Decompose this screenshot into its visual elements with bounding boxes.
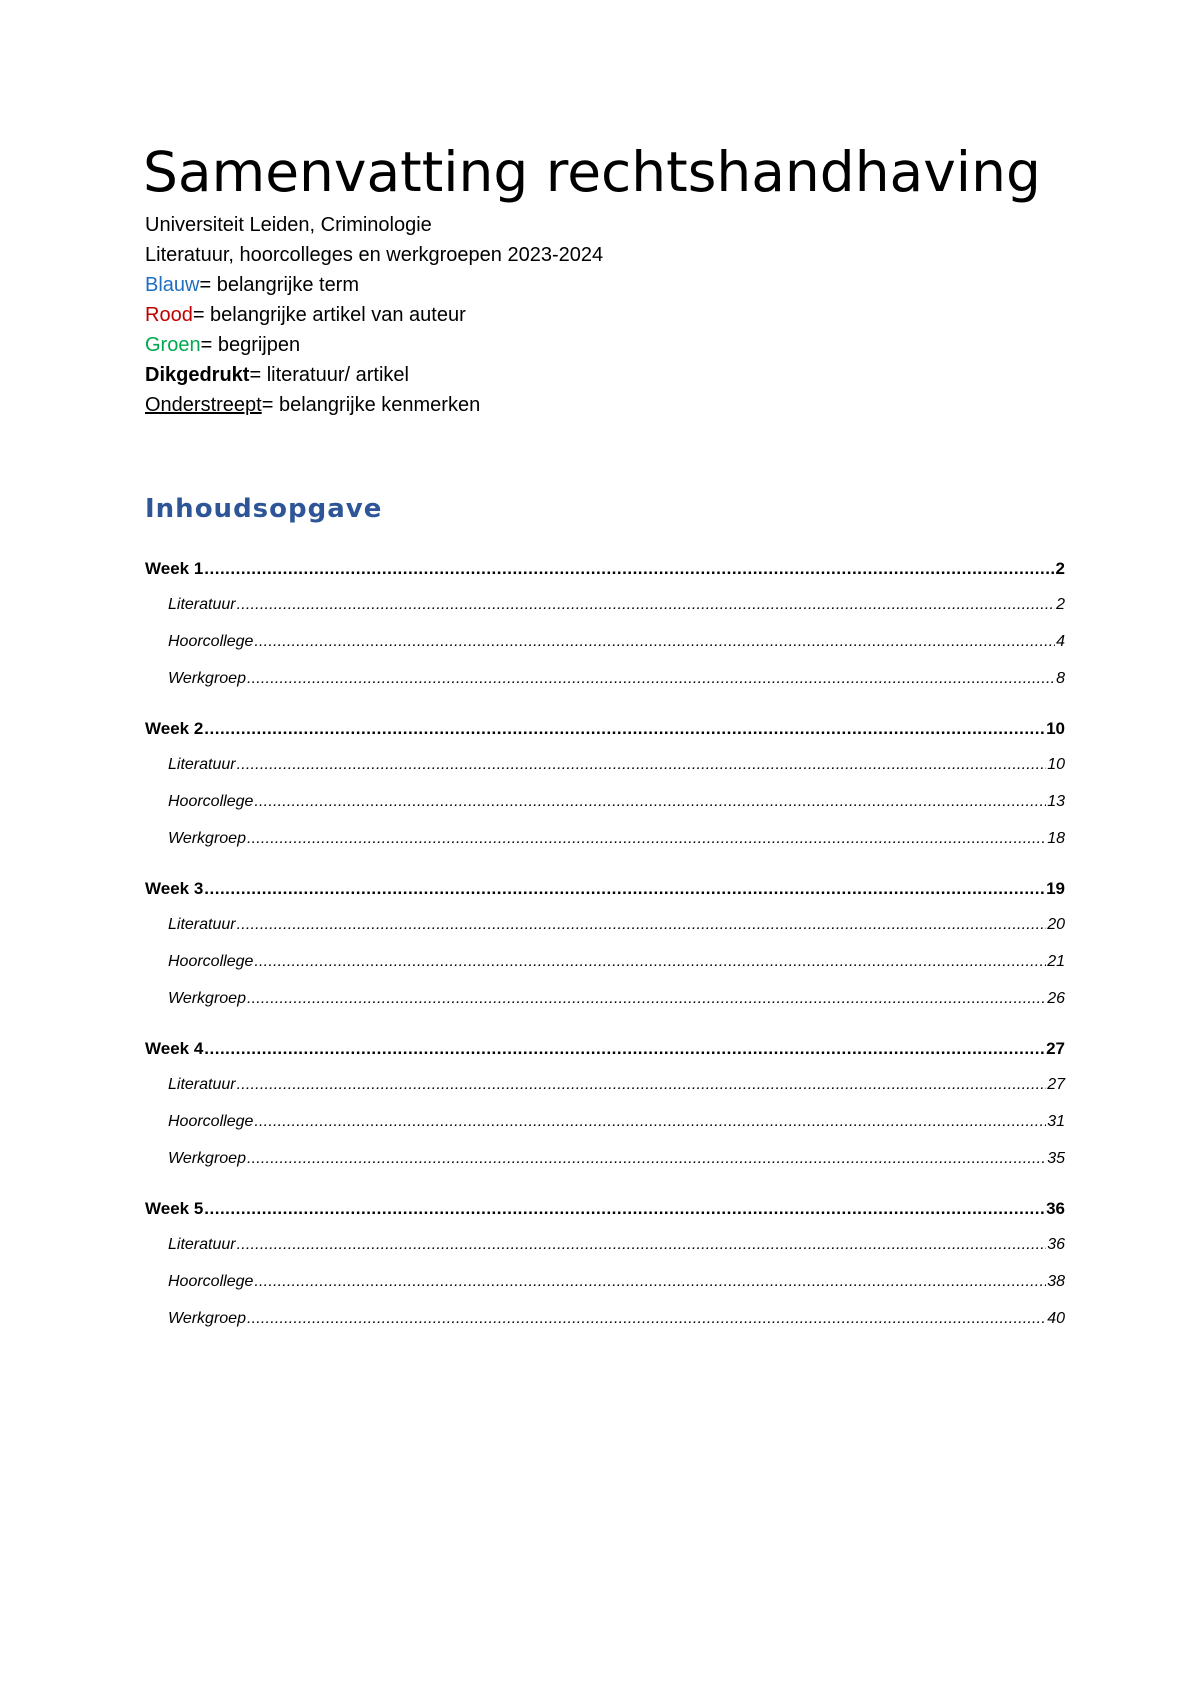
toc-dot-leader bbox=[247, 1310, 1046, 1328]
toc-page-number: 36 bbox=[1047, 1236, 1065, 1253]
legend-key-blue: Blauw bbox=[145, 274, 200, 296]
legend-line-bold bbox=[145, 360, 603, 390]
legend-desc-red: = belangrijke artikel van auteur bbox=[192, 304, 466, 326]
toc-page-number: 27 bbox=[1046, 1039, 1065, 1058]
toc-dot-leader bbox=[254, 1113, 1046, 1131]
toc-entry-label: Literatuur bbox=[168, 1236, 236, 1253]
toc-page-number: 19 bbox=[1046, 879, 1065, 898]
toc-entry-label: Hoorcollege bbox=[168, 1113, 254, 1130]
toc-entry-subsection[interactable] bbox=[168, 793, 1065, 819]
toc-entry-subsection[interactable] bbox=[168, 1310, 1065, 1336]
toc-entry-subsection[interactable] bbox=[168, 1236, 1065, 1262]
toc-entry-label: Hoorcollege bbox=[168, 953, 254, 970]
toc-entry-label: Hoorcollege bbox=[168, 1273, 254, 1290]
intro-block bbox=[145, 210, 603, 420]
toc-entry-label: Literatuur bbox=[168, 756, 236, 773]
legend-line-green bbox=[145, 330, 603, 360]
toc-page-number: 4 bbox=[1056, 633, 1065, 650]
toc-entry-label: Hoorcollege bbox=[168, 633, 254, 650]
document-title: Samenvatting rechtshandhaving bbox=[143, 140, 1041, 204]
toc-page-number: 26 bbox=[1047, 990, 1065, 1007]
toc-entry-subsection[interactable] bbox=[168, 1113, 1065, 1139]
toc-dot-leader bbox=[204, 719, 1045, 739]
toc-dot-leader bbox=[204, 559, 1054, 579]
toc-dot-leader bbox=[254, 633, 1055, 651]
toc-entry-label: Week 3 bbox=[145, 879, 204, 898]
toc-page-number: 31 bbox=[1047, 1113, 1065, 1130]
toc-entry-subsection[interactable] bbox=[168, 670, 1065, 696]
toc-dot-leader bbox=[237, 1076, 1047, 1094]
toc-entry-subsection[interactable] bbox=[168, 830, 1065, 856]
toc-dot-leader bbox=[247, 670, 1055, 688]
toc-entry-label: Werkgroep bbox=[168, 830, 246, 847]
toc-dot-leader bbox=[237, 1236, 1047, 1254]
toc-heading: Inhoudsopgave bbox=[145, 494, 383, 524]
toc-entry-week[interactable] bbox=[145, 559, 1065, 585]
toc-dot-leader bbox=[204, 879, 1045, 899]
legend-desc-green: = begrijpen bbox=[200, 334, 301, 356]
toc-dot-leader bbox=[247, 990, 1046, 1008]
legend-line-blue bbox=[145, 270, 603, 300]
toc-dot-leader bbox=[237, 916, 1047, 934]
toc-entry-label: Werkgroep bbox=[168, 670, 246, 687]
toc-dot-leader bbox=[247, 830, 1046, 848]
toc-entry-label: Week 2 bbox=[145, 719, 204, 738]
toc-entry-subsection[interactable] bbox=[168, 1150, 1065, 1176]
toc-entry-week[interactable] bbox=[145, 879, 1065, 905]
toc-page-number: 35 bbox=[1047, 1150, 1065, 1167]
subtitle-line-scope: Literatuur, hoorcolleges en werkgroepen 2023-2024 bbox=[145, 244, 604, 266]
toc-entry-subsection[interactable] bbox=[168, 953, 1065, 979]
toc-dot-leader bbox=[204, 1039, 1045, 1059]
toc-entry-label: Literatuur bbox=[168, 1076, 236, 1093]
toc-dot-leader bbox=[204, 1199, 1045, 1219]
legend-line-red bbox=[145, 300, 603, 330]
toc-entry-label: Week 4 bbox=[145, 1039, 204, 1058]
toc-entry-subsection[interactable] bbox=[168, 1076, 1065, 1102]
legend-key-underline: Onderstreept bbox=[145, 394, 262, 416]
toc-dot-leader bbox=[254, 953, 1046, 971]
subtitle-line-institution: Universiteit Leiden, Criminologie bbox=[145, 214, 432, 236]
toc-entry-week[interactable] bbox=[145, 1199, 1065, 1225]
toc-page-number: 2 bbox=[1056, 596, 1065, 613]
legend-key-red: Rood bbox=[145, 304, 193, 326]
toc-page-number: 38 bbox=[1047, 1273, 1065, 1290]
toc-entry-label: Literatuur bbox=[168, 916, 236, 933]
toc-entry-label: Literatuur bbox=[168, 596, 236, 613]
toc-page-number: 18 bbox=[1047, 830, 1065, 847]
toc-entry-label: Werkgroep bbox=[168, 1150, 246, 1167]
toc-entry-subsection[interactable] bbox=[168, 990, 1065, 1016]
legend-desc-bold: = literatuur/ artikel bbox=[249, 364, 409, 386]
toc-entry-label: Week 5 bbox=[145, 1199, 204, 1218]
toc-entry-label: Week 1 bbox=[145, 559, 204, 578]
toc-page-number: 13 bbox=[1047, 793, 1065, 810]
toc-entry-label: Hoorcollege bbox=[168, 793, 254, 810]
toc-entry-subsection[interactable] bbox=[168, 756, 1065, 782]
toc-dot-leader bbox=[254, 793, 1046, 811]
legend-key-bold: Dikgedrukt bbox=[145, 364, 250, 386]
toc-dot-leader bbox=[237, 596, 1056, 614]
toc-page-number: 40 bbox=[1047, 1310, 1065, 1327]
toc-dot-leader bbox=[254, 1273, 1046, 1291]
toc-entry-subsection[interactable] bbox=[168, 633, 1065, 659]
legend-desc-underline: = belangrijke kenmerken bbox=[261, 394, 481, 416]
toc-entry-label: Werkgroep bbox=[168, 990, 246, 1007]
toc-page-number: 36 bbox=[1046, 1199, 1065, 1218]
toc-dot-leader bbox=[247, 1150, 1046, 1168]
toc-entry-subsection[interactable] bbox=[168, 596, 1065, 622]
toc-entry-week[interactable] bbox=[145, 719, 1065, 745]
toc-entry-subsection[interactable] bbox=[168, 1273, 1065, 1299]
toc-page-number: 10 bbox=[1047, 756, 1065, 773]
toc-page-number: 8 bbox=[1056, 670, 1065, 687]
toc-page-number: 10 bbox=[1046, 719, 1065, 738]
toc-entry-label: Werkgroep bbox=[168, 1310, 246, 1327]
toc-entry-week[interactable] bbox=[145, 1039, 1065, 1065]
legend-key-green: Groen bbox=[145, 334, 201, 356]
toc-page-number: 27 bbox=[1047, 1076, 1065, 1093]
legend-line-underline bbox=[145, 390, 603, 420]
toc-page-number: 2 bbox=[1055, 559, 1065, 578]
toc-page-number: 20 bbox=[1047, 916, 1065, 933]
legend-desc-blue: = belangrijke term bbox=[199, 274, 360, 296]
toc-dot-leader bbox=[237, 756, 1047, 774]
toc-entry-subsection[interactable] bbox=[168, 916, 1065, 942]
toc-page-number: 21 bbox=[1047, 953, 1065, 970]
